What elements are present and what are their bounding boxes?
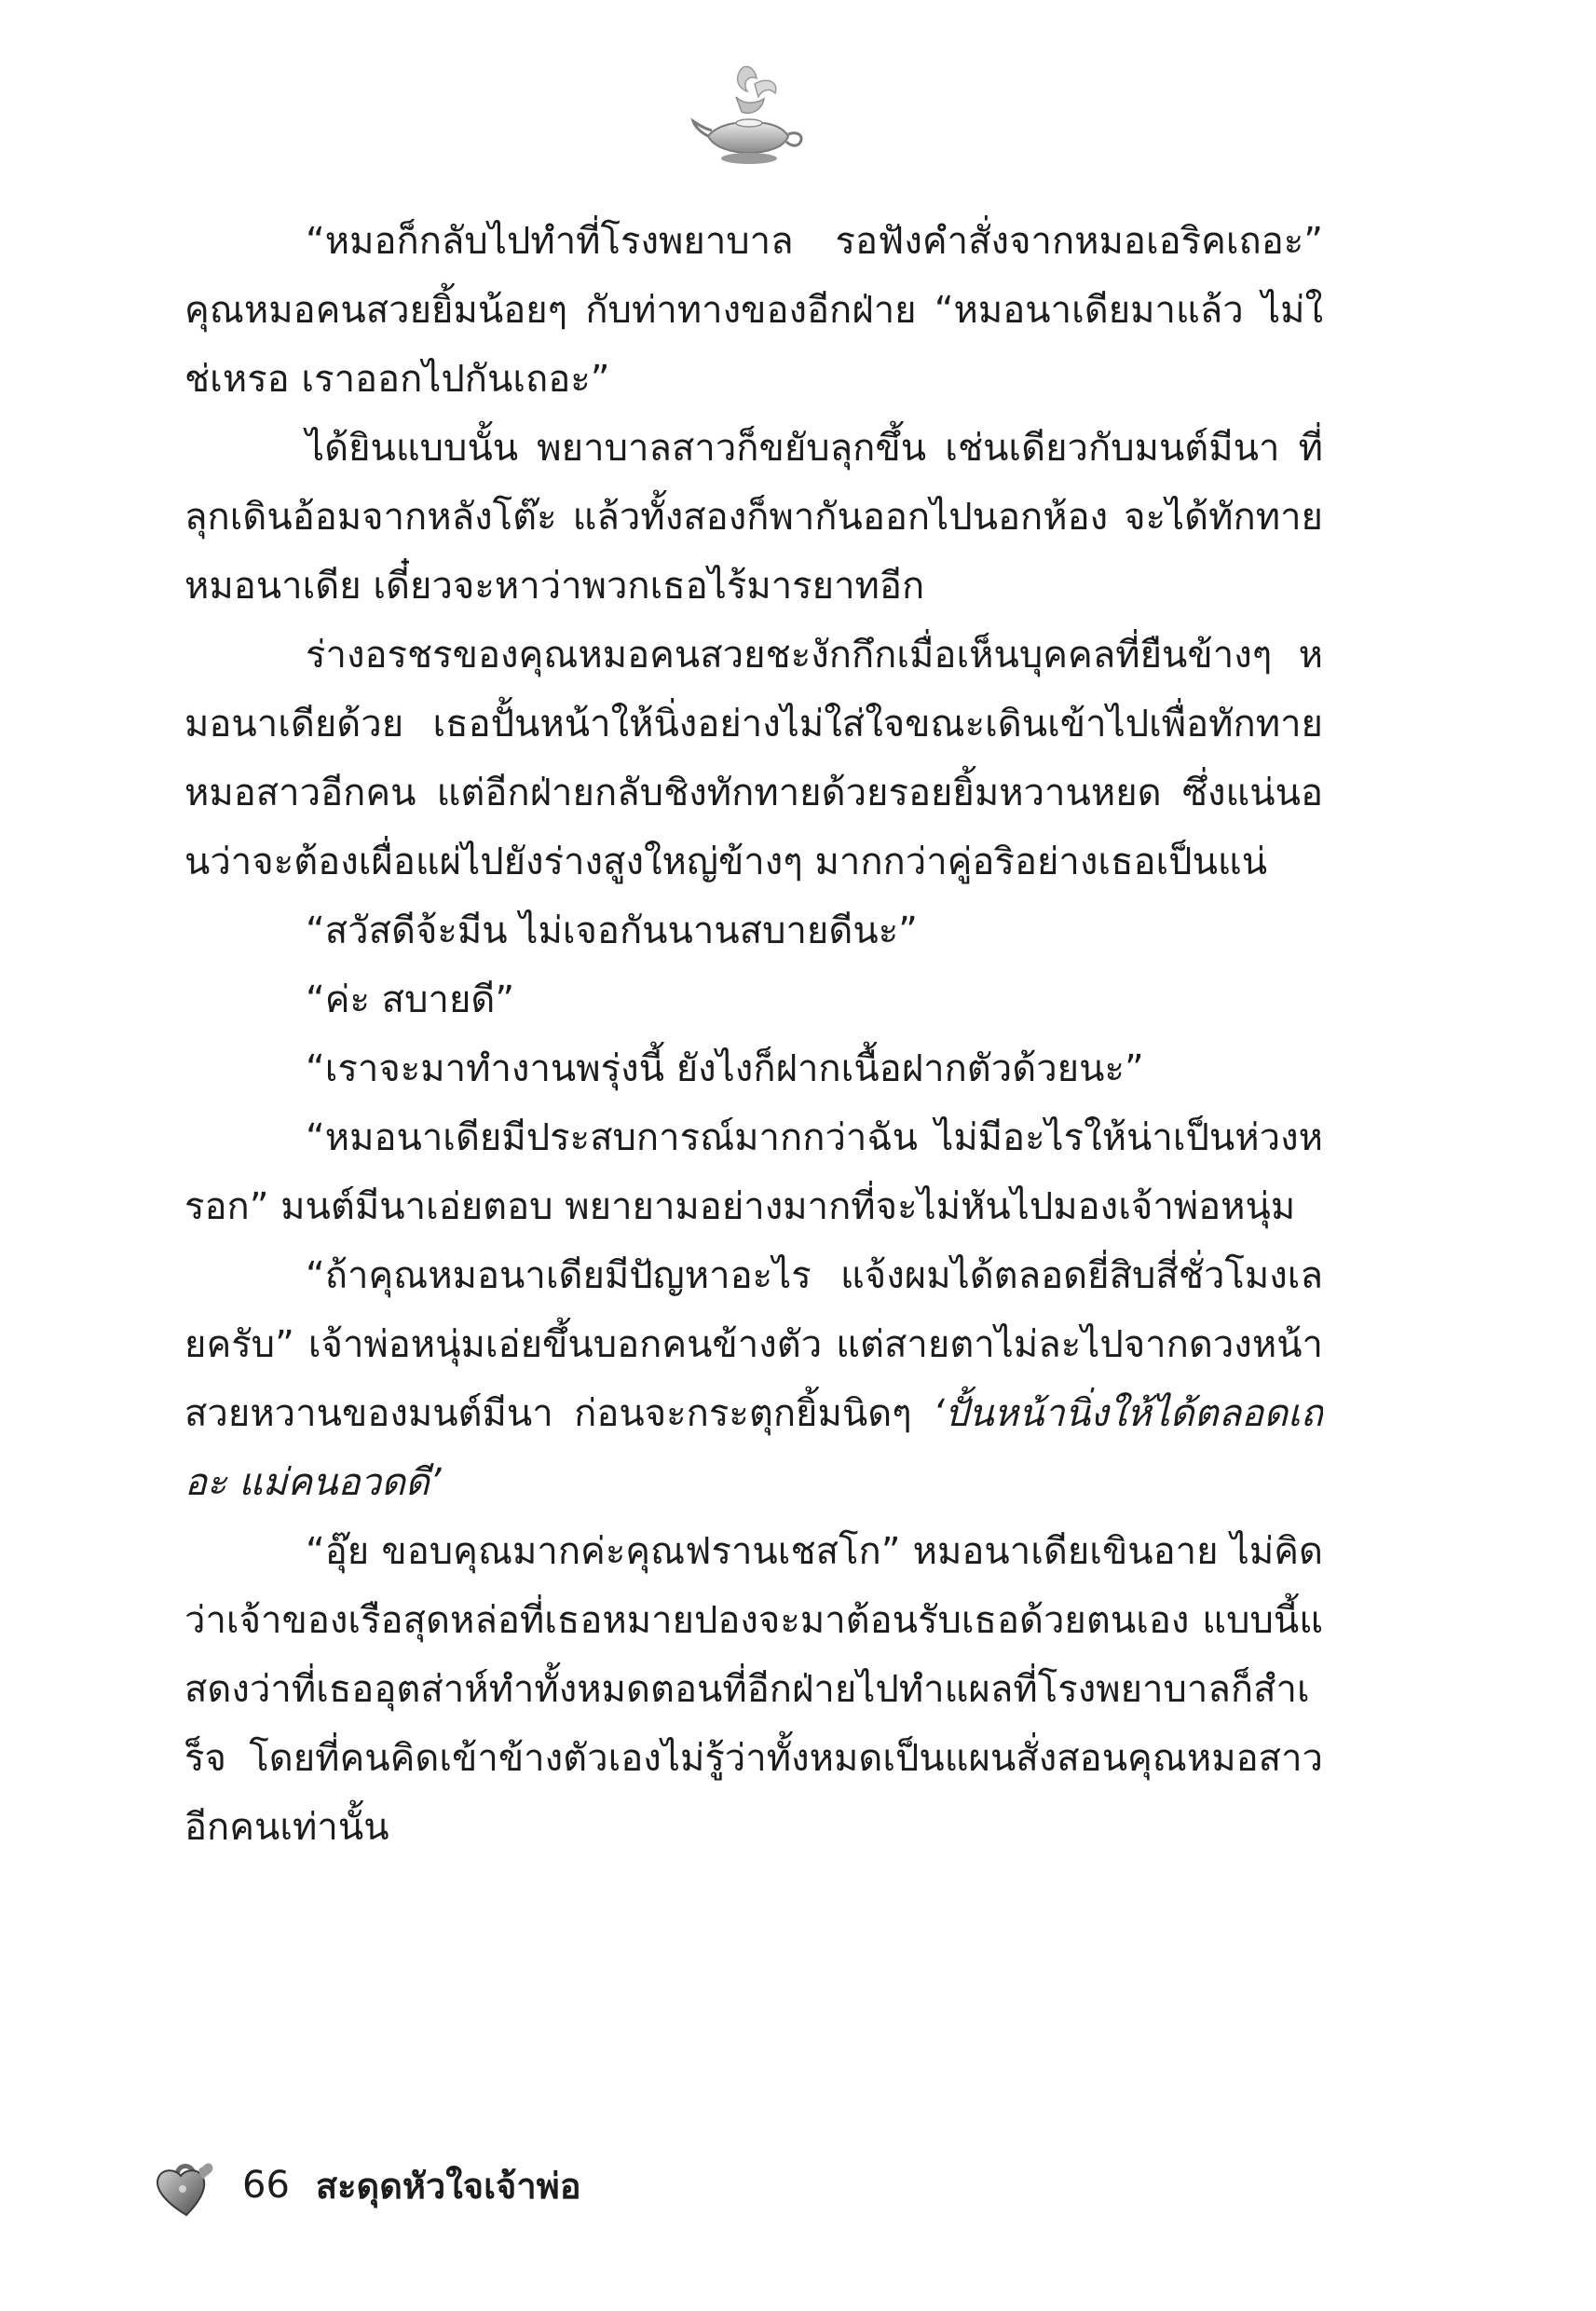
paragraph-2: ได้ยินแบบนั้น พยาบาลสาวก็ขยับลุกขึ้น เช่นเดียวกับมนต์มีนา ที่ลุกเดินอ้อมจากหลังโต๊ะ แล้วทั้งสองก็พากันออกไปนอกห้อง จะได้ทักทายหมอนาเดีย เดี๋ยวจะหาว่าพวกเธอไร้มารยาทอีก: [184, 427, 1323, 608]
paragraph-4: “สวัสดีจ้ะมีน ไม่เจอกันนานสบายดีนะ”: [306, 909, 918, 952]
paragraph-5: “ค่ะ สบายดี”: [306, 978, 515, 1021]
paragraph-9: “อุ๊ย ขอบคุณมากค่ะคุณฟรานเชสโก” หมอนาเดียเขินอาย ไม่คิดว่าเจ้าของเรือสุดหล่อที่เธอหมายปองจะมาต้อนรับเธอด้วยตนเอง แบบนี้แสดงว่าที่เธออุตส่าห์ทำทั้งหมดตอนที่อีกฝ่ายไปทำแผลที่โรงพยาบาลก็สำเร็จ โดยที่คนคิดเข้าข้างตัวเองไม่รู้ว่าทั้งหมดเป็นแผนสั่งสอนคุณหมอสาวอีกคนเท่านั้น: [184, 1530, 1323, 1849]
body-text: [184, 207, 1323, 2108]
paragraph-6: “เราจะมาทำงานพรุ่งนี้ ยังไงก็ฝากเนื้อฝากตัวด้วยนะ”: [306, 1047, 1144, 1090]
book-title: สะดุดหัวใจเจ้าพ่อ: [315, 2165, 581, 2207]
paragraph-8-thought: ‘ปั้นหน้านิ่งให้ได้ตลอดเถอะ แม่คนอวดดี’: [184, 1392, 1323, 1504]
heart-lock-icon: [149, 2148, 224, 2222]
paragraph-7: “หมอนาเดียมีประสบการณ์มากกว่าฉัน ไม่มีอะไรให้น่าเป็นห่วงหรอก” มนต์มีนาเอ่ยตอบ พยายามอย่างมากที่จะไม่หันไปมองเจ้าพ่อหนุ่ม: [184, 1116, 1323, 1228]
paragraph-1: “หมอก็กลับไปทำที่โรงพยาบาล รอฟังคำสั่งจากหมอเอริคเถอะ” คุณหมอคนสวยยิ้มน้อยๆ กับท่าทางของอีกฝ่าย “หมอนาเดียมาแล้ว ไม่ใช่เหรอ เราออกไปกันเถอะ”: [184, 220, 1323, 401]
paragraph-8-text: “ถ้าคุณหมอนาเดียมีปัญหาอะไร แจ้งผมได้ตลอดยี่สิบสี่ชั่วโมงเลยครับ” เจ้าพ่อหนุ่มเอ่ยขึ้นบอกคนข้างตัว แต่สายตาไม่ละไปจากดวงหน้าสวยหวานของมนต์มีนา ก่อนจะกระตุกยิ้มนิดๆ: [184, 1254, 1323, 1435]
page-footer: [149, 2143, 581, 2227]
paragraph-8: [184, 1241, 1323, 1517]
paragraph-3: ร่างอรชรของคุณหมอคนสวยชะงักกึกเมื่อเห็นบุคคลที่ยืนข้างๆ หมอนาเดียด้วย เธอปั้นหน้าให้นิ่งอย่างไม่ใส่ใจขณะเดินเข้าไปเพื่อทักทายหมอสาวอีกคน แต่อีกฝ่ายกลับชิงทักทายด้วยรอยยิ้มหวานหยด ซึ่งแน่นอนว่าจะต้องเผื่อแผ่ไปยังร่างสูงใหญ่ข้างๆ มากกว่าคู่อริอย่างเธอเป็นแน่: [184, 634, 1323, 883]
genie-lamp-icon: [689, 56, 811, 177]
page-number: 66: [242, 2164, 290, 2207]
